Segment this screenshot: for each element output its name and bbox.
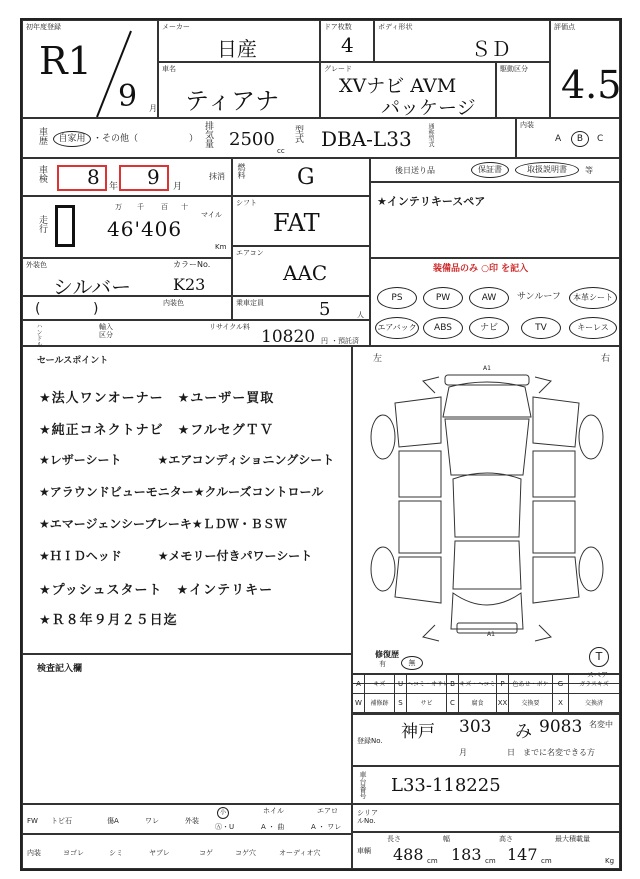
wheel-label: ホイル bbox=[263, 807, 284, 815]
legend-cell: ヘコミ・オサレ bbox=[407, 675, 447, 694]
legend-cell: 色あせ・ボケ bbox=[509, 675, 553, 694]
kg-label: Kg bbox=[605, 857, 615, 865]
naiso-yogore: ヨゴレ bbox=[63, 849, 84, 857]
wheel-options: A ・ 曲 bbox=[261, 823, 285, 831]
left-label: 左 bbox=[373, 354, 383, 364]
equip-airbag: エアバック bbox=[375, 317, 419, 339]
displacement-label: 排気量 bbox=[203, 121, 213, 148]
fuel-box bbox=[232, 158, 370, 196]
fw-ware: ワレ bbox=[145, 817, 159, 825]
serial-label: シリアルNo. bbox=[357, 809, 378, 825]
expire-note-label: 月 日 までに名変できる方 bbox=[459, 748, 595, 757]
equip-leather: 本革シート bbox=[569, 287, 617, 309]
mileage-row bbox=[22, 196, 232, 258]
own-use-circle: 自家用 bbox=[53, 131, 91, 147]
shift-value: FAT bbox=[273, 209, 320, 237]
sales-points-label: セールスポイント bbox=[37, 356, 109, 366]
legend-cell: サビ bbox=[407, 694, 447, 713]
mileage-value: 46'406 bbox=[107, 217, 183, 241]
first-reg-month: 9 bbox=[118, 79, 138, 114]
spare-label: スペア bbox=[587, 671, 608, 679]
equipment-label: 装備品のみ ○印 を記入 bbox=[433, 264, 529, 274]
legend-cell: G bbox=[553, 675, 569, 694]
mile-label: マイル bbox=[201, 211, 222, 219]
equip-keyless: キーレス bbox=[569, 317, 617, 339]
other-label: ・その他（ bbox=[93, 134, 139, 144]
color-no-label: カラーNo. bbox=[173, 260, 211, 269]
person-label: 人 bbox=[357, 311, 364, 319]
legend-cell: B bbox=[447, 675, 459, 694]
legend-cell: A bbox=[353, 675, 365, 694]
insp-month-value: 9 bbox=[147, 165, 160, 189]
grade-label: グレード bbox=[324, 65, 352, 73]
fuel-value: G bbox=[297, 165, 315, 190]
int-color-paren-open: ( bbox=[35, 301, 41, 317]
sales-point-2: ★純正コネクトナビ ★フルセグＴＶ bbox=[39, 423, 274, 438]
max-load-label: 最大積載量 bbox=[555, 835, 590, 843]
model-value: DBA-L33 bbox=[321, 127, 412, 151]
legend-cell: X bbox=[553, 694, 569, 713]
ext-color-label: 外装色 bbox=[26, 261, 47, 269]
sales-point-4: ★アラウンドビューモニター★クルーズコントロール bbox=[39, 485, 324, 499]
first-reg-box bbox=[22, 20, 158, 118]
exterior-small: 小 bbox=[217, 807, 229, 819]
color-no-value: K23 bbox=[173, 275, 206, 294]
handle-label: ハンドル bbox=[35, 323, 42, 347]
repair-none-circle: 無 bbox=[401, 656, 423, 670]
name-change-label: 名変中 bbox=[589, 720, 613, 729]
repair-row bbox=[352, 654, 620, 674]
inspection-notes-box bbox=[22, 654, 352, 804]
recycle-value: 10820 bbox=[261, 327, 316, 347]
man-label: 万 bbox=[115, 203, 122, 211]
sen-label: 千 bbox=[137, 203, 144, 211]
legend-cell: P bbox=[497, 675, 509, 694]
docs-label: 後日送り品 bbox=[395, 166, 435, 175]
aero-label: エアロ bbox=[317, 807, 338, 815]
legend-cell: S bbox=[395, 694, 407, 713]
sales-point-5: ★エマージェンシーブレーキ★ＬＤＷ・ＢＳＷ bbox=[39, 517, 287, 531]
length-label: 長さ bbox=[387, 835, 401, 843]
reg-city: 神戸 bbox=[401, 722, 435, 742]
width-value: 183 bbox=[451, 845, 482, 864]
etc-label: 等 bbox=[585, 166, 593, 175]
docs-box bbox=[370, 158, 620, 182]
width-label: 幅 bbox=[443, 835, 450, 843]
other-close: ） bbox=[189, 134, 199, 144]
defect-legend bbox=[352, 674, 620, 714]
body-label: ボディ形状 bbox=[378, 23, 413, 31]
year-label: 年 bbox=[109, 182, 119, 192]
score-value: 4.5 bbox=[561, 63, 622, 107]
interior-grade-a: A bbox=[555, 134, 562, 144]
grade-line2: パッケージ bbox=[381, 97, 476, 119]
drive-box bbox=[496, 62, 550, 118]
recycle-label: リサイクル料 bbox=[209, 323, 251, 331]
aircon-label: エアコン bbox=[236, 249, 264, 257]
legend-cell: 腐食 bbox=[459, 694, 497, 713]
int-spec-value: ★インテリキースペア bbox=[377, 195, 486, 208]
interior-label: 内装 bbox=[520, 121, 534, 129]
deposit-label: ・預託済 bbox=[331, 337, 359, 345]
sales-point-8: ★Ｒ８年９月２５日迄 bbox=[39, 613, 178, 628]
mileage-first-digit-box bbox=[55, 205, 75, 247]
warranty-circle: 保証書 bbox=[471, 162, 509, 178]
registration-box bbox=[352, 714, 620, 766]
ext-color-value: シルバー bbox=[53, 275, 132, 299]
history-row bbox=[22, 118, 516, 158]
legend-cell: 交換要 bbox=[509, 694, 553, 713]
sales-point-6: ★ＨＩＤヘッド ★メモリー付きパワーシート bbox=[39, 549, 313, 563]
length-value: 488 bbox=[393, 845, 424, 864]
interior-grade-b: B bbox=[571, 131, 589, 147]
width-cm: cm bbox=[485, 857, 496, 865]
dimensions-box bbox=[352, 832, 620, 869]
maker-box bbox=[158, 20, 320, 62]
repair-yes: 有 bbox=[379, 660, 386, 668]
jyu-label: 十 bbox=[181, 203, 188, 211]
ext-color-box bbox=[22, 258, 232, 299]
month2-label: 月 bbox=[173, 182, 183, 192]
vehicle-label: 車輌 bbox=[357, 847, 371, 855]
capacity-box bbox=[232, 296, 370, 320]
spare-t-circle: T bbox=[589, 647, 609, 667]
car-diagram-box bbox=[352, 346, 620, 684]
length-cm: cm bbox=[427, 857, 438, 865]
chassis-box bbox=[352, 766, 620, 804]
chassis-label: 車台番号 bbox=[359, 771, 367, 799]
naiso-koge-ana: コゲ穴 bbox=[235, 849, 256, 857]
import-label: 輸入区分 bbox=[99, 323, 113, 339]
serial-box bbox=[352, 804, 620, 832]
equip-ps: PS bbox=[377, 287, 417, 309]
score-label: 評価点 bbox=[554, 23, 575, 31]
displacement-value: 2500 bbox=[229, 129, 275, 150]
grade-line1: XVナビ AVM bbox=[339, 75, 457, 97]
interior-grade-c: C bbox=[597, 134, 604, 144]
legend-cell: キズ bbox=[365, 675, 395, 694]
inspection-row bbox=[22, 158, 232, 196]
doors-label: ドア枚数 bbox=[324, 23, 352, 31]
cc-label: cc bbox=[277, 147, 285, 155]
model-cat-label: 通称型式 bbox=[427, 123, 434, 147]
capacity-value: 5 bbox=[319, 299, 331, 320]
maker-value: 日産 bbox=[217, 37, 257, 61]
score-box bbox=[550, 20, 620, 118]
grade-box bbox=[320, 62, 496, 118]
auction-sheet bbox=[20, 18, 622, 871]
naiso-shimi: シミ bbox=[109, 849, 123, 857]
legend-cell: C bbox=[447, 694, 459, 713]
equipment-box bbox=[370, 258, 620, 346]
doors-box bbox=[320, 20, 374, 62]
insp-month-box bbox=[119, 165, 169, 191]
month-label: 月 bbox=[149, 104, 157, 113]
shift-box bbox=[232, 196, 370, 246]
handle-row bbox=[22, 320, 370, 346]
tax-paid-label: 抹消 bbox=[209, 172, 225, 181]
bottom-a1-label: A1 bbox=[487, 631, 495, 638]
body-box bbox=[374, 20, 550, 62]
legend-cell: ガラスキズ bbox=[569, 675, 620, 694]
car-name-label: 車名 bbox=[162, 65, 176, 73]
body-value: ＳＤ bbox=[471, 37, 511, 61]
interior-grade-box bbox=[516, 118, 620, 158]
car-outline-diagram bbox=[353, 347, 621, 685]
naiso-koge: コゲ bbox=[199, 849, 213, 857]
history-label: 車歴 bbox=[37, 127, 47, 145]
sales-point-7: ★プッシュスタート ★インテリキー bbox=[39, 583, 274, 598]
reg-kana: み bbox=[515, 722, 532, 742]
legend-cell: キズ・ヘコミ bbox=[459, 675, 497, 694]
doors-value: 4 bbox=[341, 33, 354, 57]
sales-points-box bbox=[22, 346, 352, 654]
insp-year-value: 8 bbox=[87, 165, 100, 189]
yen-label: 円 bbox=[321, 337, 328, 345]
legend-cell: XX bbox=[497, 694, 509, 713]
car-name-box bbox=[158, 62, 320, 118]
equip-tv: TV bbox=[521, 317, 561, 339]
reg-serial: 9083 bbox=[539, 717, 583, 737]
inspection-notes-label: 検査記入欄 bbox=[37, 664, 83, 674]
height-label: 高さ bbox=[499, 835, 513, 843]
int-color-label: 内装色 bbox=[163, 299, 184, 307]
naiso-label: 内装 bbox=[27, 849, 41, 857]
aero-options: A ・ ワレ bbox=[311, 823, 342, 831]
sales-point-1: ★法人ワンオーナー ★ユーザー買取 bbox=[39, 391, 275, 406]
maker-label: メーカー bbox=[162, 23, 190, 31]
height-value: 147 bbox=[507, 845, 538, 864]
height-cm: cm bbox=[541, 857, 552, 865]
exterior-label: 外装 bbox=[185, 817, 199, 825]
shift-label: シフト bbox=[236, 199, 257, 207]
int-color-paren-close: ) bbox=[93, 301, 99, 317]
fuel-label: 燃料 bbox=[237, 163, 246, 179]
legend-cell: 交換済 bbox=[569, 694, 620, 713]
equip-aw: AW bbox=[469, 287, 509, 309]
fw-kizu: 傷A bbox=[107, 817, 119, 825]
mileage-label: 走行 bbox=[37, 215, 47, 233]
first-reg-label: 初年度登録 bbox=[26, 23, 61, 31]
fw-label: FW bbox=[27, 817, 38, 825]
equip-sunroof: サンルーフ bbox=[517, 292, 561, 302]
naiso-yabure: ヤブレ bbox=[149, 849, 170, 857]
fw-row bbox=[22, 804, 352, 834]
reg-num: 303 bbox=[459, 717, 492, 737]
reg-no-label: 登録No. bbox=[357, 737, 383, 745]
top-a1-label: A1 bbox=[483, 365, 491, 372]
equip-navi: ナビ bbox=[469, 317, 509, 339]
equip-pw: PW bbox=[423, 287, 463, 309]
manual-circle: 取扱説明書 bbox=[515, 162, 579, 178]
capacity-label: 乗車定員 bbox=[236, 299, 264, 307]
naiso-audio: オーディオ穴 bbox=[279, 849, 321, 857]
equip-abs: ABS bbox=[423, 317, 463, 339]
aircon-box bbox=[232, 246, 370, 296]
legend-cell: 補修跡 bbox=[365, 694, 395, 713]
int-spec-box bbox=[370, 182, 620, 258]
legend-cell: U bbox=[395, 675, 407, 694]
slash-divider bbox=[23, 21, 159, 119]
exterior-options: Ⓐ・U bbox=[215, 823, 235, 831]
legend-cell: W bbox=[353, 694, 365, 713]
hyaku-label: 百 bbox=[161, 203, 168, 211]
first-reg-era: R1 bbox=[39, 39, 92, 83]
fw-tobiishi: トビ石 bbox=[51, 817, 72, 825]
model-label: 型式 bbox=[293, 125, 303, 143]
drive-label: 駆動区分 bbox=[500, 65, 528, 73]
aircon-value: AAC bbox=[283, 261, 328, 285]
naiso-row bbox=[22, 834, 352, 869]
car-name-value: ティアナ bbox=[185, 87, 280, 115]
repair-history-label: 修復歴 bbox=[375, 650, 399, 659]
int-color-box bbox=[22, 296, 232, 320]
sales-point-3: ★レザーシート ★エアコンディショニングシート bbox=[39, 453, 335, 467]
km-label: Km bbox=[215, 243, 227, 251]
inspection-label: 車検 bbox=[37, 165, 47, 183]
right-label: 右 bbox=[601, 354, 611, 364]
chassis-value: L33-118225 bbox=[391, 775, 501, 796]
